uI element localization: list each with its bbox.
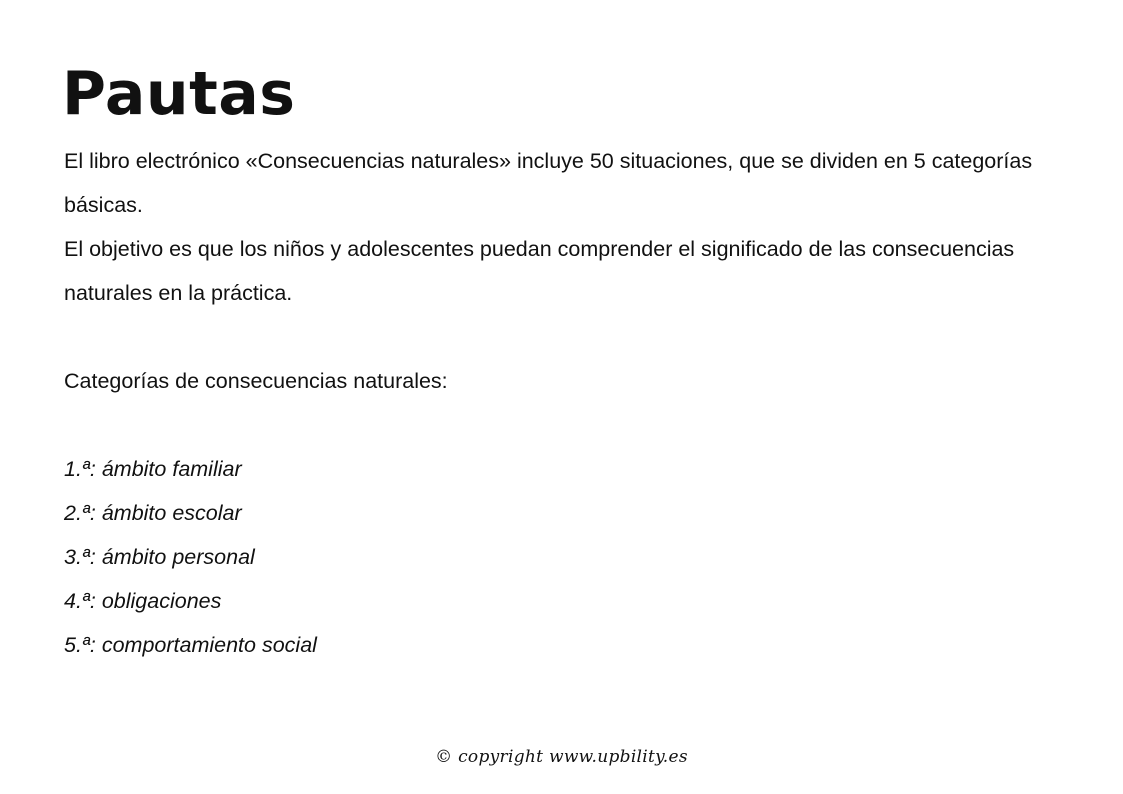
spacer bbox=[64, 315, 1054, 359]
categories-heading: Categorías de consecuencias naturales: bbox=[64, 369, 448, 393]
list-item: 4.ª: obligaciones bbox=[64, 589, 222, 613]
list-item: 5.ª: comportamiento social bbox=[64, 633, 317, 657]
footer-copyright: © copyright www.upbility.es bbox=[435, 747, 688, 767]
categories-list bbox=[64, 447, 1054, 667]
content-body bbox=[64, 139, 1054, 667]
intro-paragraph-2: El objetivo es que los niños y adolescentes puedan comprender el significado de las consecuencias naturales en la práctica. bbox=[64, 237, 1015, 305]
page-title: Pautas bbox=[62, 59, 296, 129]
list-item: 2.ª: ámbito escolar bbox=[64, 501, 242, 525]
intro-paragraph-1: El libro electrónico «Consecuencias naturales» incluye 50 situaciones, que se dividen en 5 categorías básicas. bbox=[64, 149, 1033, 217]
list-item: 3.ª: ámbito personal bbox=[64, 545, 255, 569]
list-item: 1.ª: ámbito familiar bbox=[64, 457, 242, 481]
spacer bbox=[64, 403, 1054, 447]
